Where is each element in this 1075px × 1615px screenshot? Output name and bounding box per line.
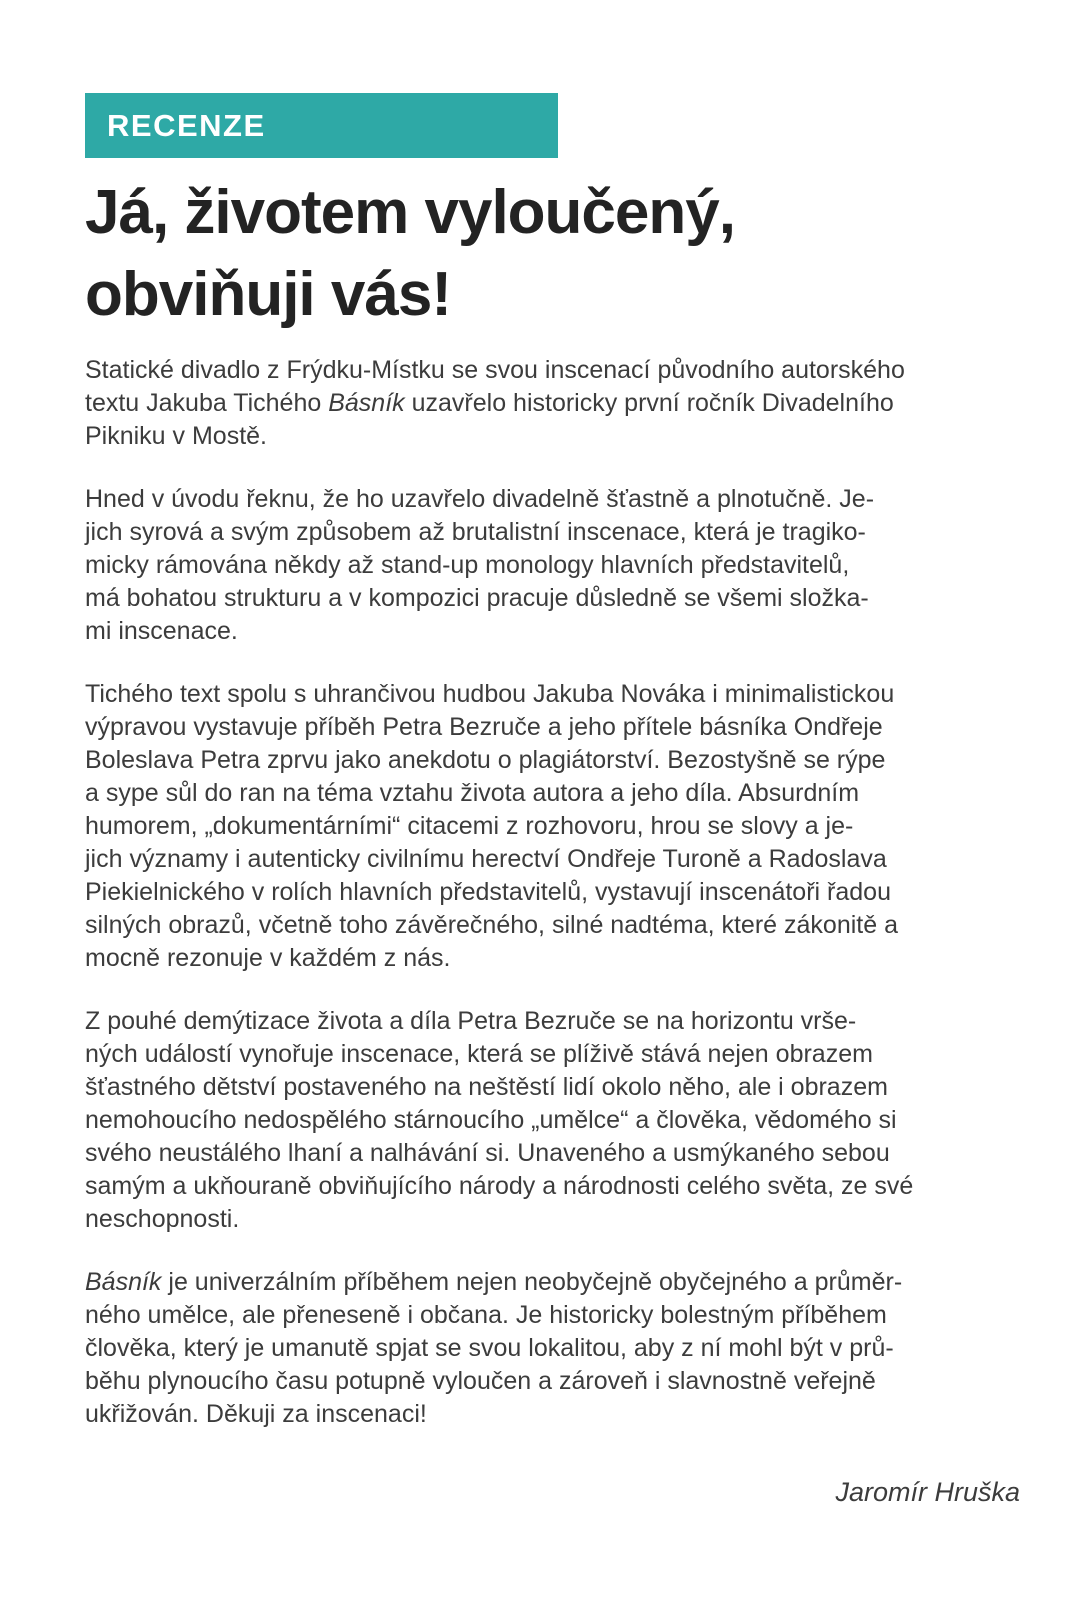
paragraph: Tichého text spolu s uhrančivou hudbou Jakuba Nováka i minimalistickou výpravou vystavuje příběh Petra Bezruče a jeho přítele básníka Ondřeje Boleslava Petra zprvu jako anekdotu o plagiátorství. Bezostyšně se rýpe a sype sůl do ran na téma vztahu života autora a jeho díla. Absurdním humorem, „dokumentárními“ citacemi z rozhovoru, hrou se slovy a je- jich významy i autenticky civilnímu herectví Ondřeje Turoně a Radoslava Piekielnického v rolích hlavních představitelů, vystavují inscenátoři řadou silných obrazů, včetně toho závěrečného, silné nadtéma, které zákonitě a mocně rezonuje v každém z nás. <box>85 680 898 972</box>
paragraph: Hned v úvodu řeknu, že ho uzavřelo divadelně šťastně a plnotučně. Je- jich syrová a svým způsobem až brutalistní inscenace, která je tragiko- micky rámována někdy až stand-up monology hlavních představitelů, má bohatou strukturu a v kompozici pracuje důsledně se všemi složka- mi inscenace. <box>85 485 875 645</box>
paragraph: Statické divadlo z Frýdku-Místku se svou inscenací původního autorského textu Jakuba Tichého Básník uzavřelo historicky první ročník Divadelního Pikniku v Mostě. <box>85 356 905 450</box>
page-title: Já, životem vyloučený, obviňuji vás! <box>85 178 735 329</box>
paragraph: Básník je univerzálním příběhem nejen neobyčejně obyčejného a průměr- ného umělce, ale přeneseně i občana. Je historicky bolestným příběhem člověka, který je umanutě spjat se svou lokalitou, aby z ní mohl být v prů- běhu plynoucího času potupně vyloučen a zároveň i slavnostně veřejně ukřižován. Děkuji za inscenaci! <box>85 1268 903 1428</box>
section-badge-label: RECENZE <box>107 107 266 143</box>
paragraph: Z pouhé demýtizace života a díla Petra Bezruče se na horizontu vrše- ných událostí vynořuje inscenace, která se plíživě stává nejen obrazem šťastného dětství postaveného na neštěstí lidí okolo něho, ale i obrazem nemohoucího nedospělého stárnoucího „umělce“ a člověka, vědomého si svého neustálého lhaní a nalhávání si. Unaveného a usmýkaného sebou samým a ukňouraně obviňujícího národy a národnosti celého světa, ze své neschopnosti. <box>85 1007 914 1233</box>
article-body <box>85 354 1020 1431</box>
author-signature: Jaromír Hruška <box>835 1477 1020 1507</box>
section-badge <box>85 93 558 158</box>
